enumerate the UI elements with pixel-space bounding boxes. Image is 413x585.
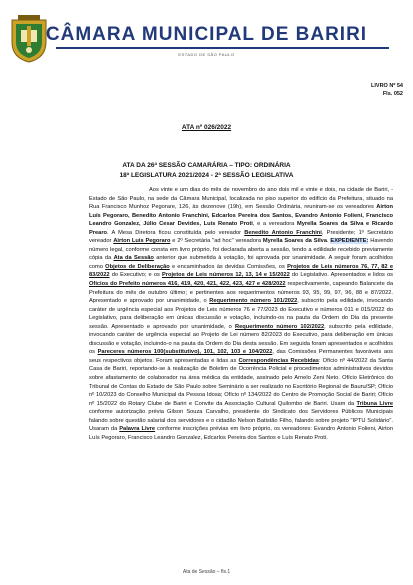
- term-objetos: Objetos de Deliberação: [105, 263, 170, 270]
- legislature-title: 18ª LEGISLATURA 2021/2024 - 2ª SESSÃO LEGISLATIVA: [119, 172, 294, 179]
- text: , subscrito pela edilidade, invocando caráter de urgência especial aos Projetos de Leis números 76 e 77/2023 do Executivo e números 011 e 015/2022 do Legislativo, para deliberação em únicas discussão e votação, incluindo-os na pauta da Ordem do Dia da presente sessão. Apresentado e aprovado por unanimidade, o: [89, 298, 393, 330]
- page-footer: Ata de Sessão – fls.1: [182, 569, 231, 575]
- organization-name: CÂMARA MUNICIPAL DE BARIRI: [45, 24, 368, 45]
- president-name: Benedito Antonio Franchini: [244, 229, 322, 236]
- correspondence-heading: Correspondências Recebidas: [238, 357, 319, 364]
- sheet-number: Fls. 052: [382, 91, 403, 97]
- book-reference: [371, 82, 403, 98]
- document-header: [0, 0, 413, 80]
- mayor-letters: Ofícios do Prefeito números 416, 419, 420, 421, 422, 423, 427 e 428/2022: [89, 281, 286, 288]
- text: , e a vereadora: [252, 221, 297, 228]
- text: .: [326, 238, 331, 245]
- councillor-names: Airton Luís Pegoraro, Benedito Antonio Franchini, Edcarlos Pereira dos Santos, Evandro Antonio Folieni, Francisco Leandro Gonzalez, Júlio Cesar Devides, Luís Renato Proti: [89, 204, 393, 228]
- session-title: ATA DA 26ª SESSÃO CAMARÁRIA – TIPO: ORDINÁRIA: [122, 162, 291, 169]
- minutes-title: [0, 161, 413, 181]
- text: . A Mesa Diretora ficou constituída pelo vereador: [107, 229, 245, 236]
- secretary-name: Airton Luis Pegoraro: [113, 238, 171, 245]
- text: e 2º Secretária "ad hoc" vereadora: [170, 238, 263, 245]
- bills-executive: Projetos de Leis números 76, 77, 82 e 83/2022: [89, 263, 393, 279]
- text: Havendo número legal, conforme consta em livro próprio, foi declarada aberta a sessão, tendo a edilidade recebido previamente cópia da: [89, 238, 393, 262]
- expediente-heading: EXPEDIENTE:: [330, 238, 369, 245]
- secretary-name: Myrella Soares da Silva: [262, 238, 327, 245]
- text: , Presidente; 1º Secretário vereador: [89, 229, 393, 245]
- minutes-paragraph: [89, 186, 393, 442]
- palavra-livre: Palavra Livre: [119, 426, 156, 433]
- minutes-body: [89, 186, 393, 442]
- text: anterior que submetida à votação, foi aprovada por unanimidade. A seguir foram acolhidos como: [89, 255, 393, 270]
- text: Aos vinte e um dias do mês de novembro do ano dois mil e vinte e dois, na cidade de Bariri, - Estado de São Paulo, na sede da Câmara Municipal, localizada no piso superior do edifício da Prefeitura, situado na Rua Francisco Munhoz Pegorare, 126, às dezenove (19h), em Sessão Ordinária, reuniram-se os vereadores: [89, 187, 393, 211]
- text: , subscrito pela edilidade, invocando caráter de urgência especial ao Projeto de Lei número 82/2023 do Executivo, para deliberação em únicas discussão e votação, incluindo-o na pauta da Ordem do Dia desta sessão. Em seguida foram apresentados e acolhidos os: [89, 323, 394, 356]
- bills-legislative: Projetos de Leis números 12, 13, 14 e 15/2022: [161, 272, 290, 279]
- request-102: Requerimento número 102/2022: [235, 323, 325, 330]
- text: respectivamente, capeando Balancete da Prefeitura do mês de outubro último; e pertinentes aos requerimentos números 93, 95, 99, 97, 96, 88 e 87/2022. Apresentado e aprovado por unanimidade, o: [89, 281, 393, 305]
- text: do Executivo; e os: [109, 272, 162, 279]
- tribuna-livre: Tribuna Livre: [356, 400, 393, 407]
- text: conforme autorização prévia Gilson Souza Carvalho, presidente do Sindicato dos Servidores Públicos Municipais falando sobre questão salarial dos servidores e o cidadão Nelson Batistão Filho, falando sobre projeto "IPTU Solidário". Usaram da: [89, 409, 393, 433]
- request-101: Requerimento número 101/2022: [209, 298, 298, 305]
- text: : Ofício nº 44/2022 da Santa Casa de Bariri, reportando-se à realização de Boletim de Ocorrência Policial e procedimentos administrativos devidos sobre afastamento de colaborador na área médica da entidade, assinado pelo Arnelo Zeni Neto. Ofício Eletrônico do Tribunal de Contas do Estado de São Paulo sobre Seminário a ser realizado no Escritório Regional de Bauru/SP; Ofício nº 10/2023 do Conselho Municipal da Pessoa Idosa; Ofício nº 134/2022 do Centro de Promoção Social de Bariri; Ofício nº 15/2022 do Rotary Clube de Bariri e Convite da Associação Cultural Quilombo de Bariri. Usam da: [89, 357, 393, 407]
- book-number: LIVRO Nº 54: [371, 83, 403, 89]
- text: e encaminhados às devidas Comissões, os: [169, 263, 288, 270]
- state-subtitle: ESTADO DE SÃO PAULO: [178, 52, 235, 57]
- term-ata-sessao: Ata da Sessão: [113, 255, 154, 262]
- header-rule: [56, 47, 389, 49]
- text: do Legislativo. Apresentados e lidos os: [289, 272, 393, 279]
- text: conforme inscrições prévias em livro próprio, os vereadores: Evandro Antonio Folieni, Airton Luís Pegoraro, Francisco Leandro Gonzalez, Edcarlos Pereira dos Santos e Luís Renato Proti.: [89, 426, 393, 441]
- minutes-number: ATA nº 026/2022: [181, 124, 232, 131]
- text: , das Comissões Permanentes favoráveis aos seus respectivos objetos. Foram apresentadas e lidas as: [89, 349, 393, 364]
- opinions-list: Pareceres números 100(substitutivo), 101, 102, 103 e 104/2022: [97, 349, 273, 356]
- councillor-names: Myrella Soares da Silva e Ricardo Prearo: [89, 221, 393, 236]
